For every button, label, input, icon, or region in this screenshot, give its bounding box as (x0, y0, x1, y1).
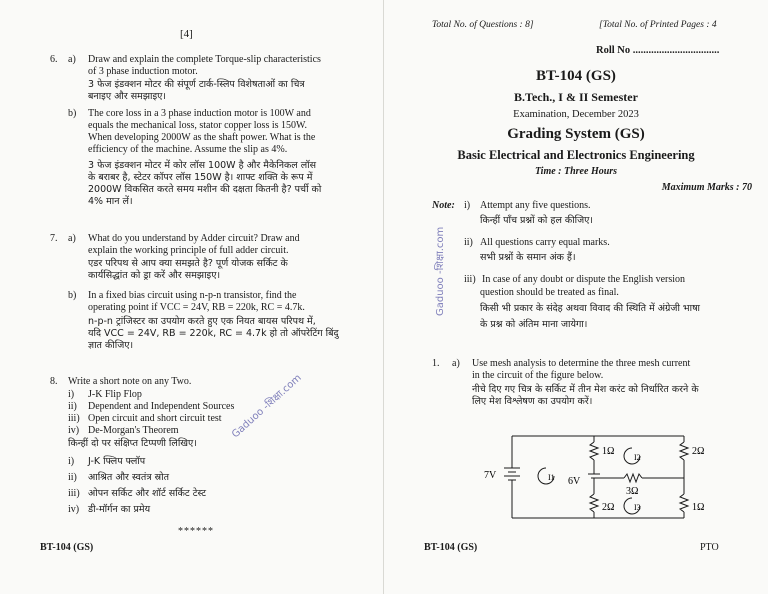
q8-item-num: iv) (68, 425, 80, 436)
q8-item-num: ii) (68, 401, 77, 412)
q6b-label: b) (68, 108, 77, 119)
footer-code: BT-104 (GS) (424, 542, 478, 553)
q7b-en (88, 290, 305, 314)
note-num: i) (464, 200, 471, 211)
q8-intro-hi: किन्हीं दो पर संक्षिप्त टिप्पणी लिखिए। (68, 438, 197, 449)
q1-number: 1. (432, 358, 440, 369)
label-r2: 2Ω (692, 446, 705, 457)
q8-item-num: i) (68, 389, 75, 400)
max-marks: Maximum Marks : 70 (661, 182, 752, 193)
q8-item-text: Open circuit and short circuit test (88, 413, 222, 424)
grading-system: Grading System (GS) (507, 126, 645, 142)
note-num: iii) (464, 274, 476, 285)
q8-item-num: ii) (68, 472, 77, 483)
q1-hi-line: लिए मेश विश्लेषण का उपयोग करें। (472, 396, 593, 407)
q8-item-num: iv) (68, 504, 80, 515)
q7b-en-line: In a fixed bias circuit using n-p-n transistor, find the (88, 290, 297, 301)
q7b-label: b) (68, 290, 77, 301)
q8-item-text: Dependent and Independent Sources (88, 401, 235, 412)
mesh-circuit-diagram (464, 428, 724, 526)
note-en-2: question should be treated as final. (480, 287, 619, 298)
right-page (384, 0, 768, 594)
q6b-en (88, 108, 315, 156)
q1-en (472, 358, 690, 382)
q6b-hi-line: 3 फेज इंडक्शन मोटर में कोर लॉस 100W है और मैकेनिकल लॉस (88, 160, 317, 171)
q8-item-text-hi: आश्रित और स्वतंत्र स्रोत (88, 472, 170, 483)
note-en: All questions carry equal marks. (480, 237, 610, 248)
q7-number: 7. (50, 233, 58, 244)
q7a-hi-line: एडर परिपथ से आप क्या समझते है? पूर्ण योजक सर्किट के (88, 258, 288, 269)
note-hi: किन्हीं पाँच प्रश्नों को हल कीजिए। (480, 215, 594, 226)
q8-item-num: iii) (68, 488, 80, 499)
resistor-2ohm-bottom (590, 494, 598, 512)
q7a-en-line: What do you understand by Adder circuit? Draw and (88, 233, 300, 244)
label-7v: 7V (484, 470, 497, 481)
q8-item-num: iii) (68, 413, 80, 424)
q8-item-text-hi: ओपन सर्किट और शॉर्ट सर्किट टेस्ट (88, 488, 207, 499)
q1a-label: a) (452, 358, 460, 369)
course: B.Tech., I & II Semester (514, 90, 638, 104)
resistor-3ohm (624, 474, 642, 482)
q8-intro-en: Write a short note on any Two. (68, 376, 192, 387)
q6a-hi (88, 79, 305, 103)
q7b-hi (88, 316, 339, 352)
end-stars: ****** (178, 526, 214, 537)
page-number: [4] (180, 28, 193, 40)
footer-pto: PTO (700, 542, 719, 553)
q8-item-text-hi: J-K फ्लिप फ्लॉप (88, 456, 146, 467)
q8-item-text: De-Morgan's Theorem (88, 425, 179, 436)
q6b-en-line: The core loss in a 3 phase induction motor is 100W and (88, 108, 311, 119)
resistor-2ohm-right (680, 442, 688, 460)
q6a-en-line: Draw and explain the complete Torque-slip characteristics (88, 54, 321, 65)
q1-en-line: in the circuit of the figure below. (472, 370, 604, 381)
q8-item-num: i) (68, 456, 75, 467)
label-i3: I3 (634, 503, 641, 512)
footer-code: BT-104 (GS) (40, 542, 94, 553)
note-label: Note: (432, 200, 455, 211)
q6b-hi-line: 2000W विकसित करते समय मशीन की दक्षता कितनी है? पर्ची को (88, 184, 322, 195)
q6a-hi-line: 3 फेज इंडक्शन मोटर की संपूर्ण टार्क-स्लिप विशेषताओं का चित्र (88, 79, 305, 90)
total-questions: Total No. of Questions : 8] (432, 20, 534, 30)
q6b-hi (88, 160, 321, 208)
label-6v: 6V (568, 476, 581, 487)
q1-hi-line: नीचे दिए गए चित्र के सर्किट में तीन मेश करंट को निर्धारित करने के (472, 384, 699, 395)
q6b-en-line: When developing 2000W as the shaft power. What is the (88, 132, 316, 143)
watermark: Gaduoo -शिक्षा.com (230, 372, 304, 441)
note-en: In case of any doubt or dispute the English version (482, 274, 686, 285)
q6a-en (88, 54, 321, 78)
q6a-en-line: of 3 phase induction motor. (88, 66, 198, 77)
q8-number: 8. (50, 376, 58, 387)
q7a-hi (88, 258, 288, 282)
note-num: ii) (464, 237, 473, 248)
q1-en-line: Use mesh analysis to determine the three mesh current (472, 358, 691, 369)
note-hi: सभी प्रश्नों के समान अंक हैं। (480, 252, 576, 263)
q6b-en-line: efficiency of the machine. Assume the slip as 4%. (88, 144, 288, 155)
note-en: Attempt any five questions. (480, 200, 591, 211)
roll-no: Roll No ................................. (596, 45, 720, 56)
label-r5: 1Ω (692, 502, 705, 513)
resistor-1ohm (590, 442, 598, 460)
q1-hi (472, 384, 699, 408)
q7a-label: a) (68, 233, 76, 244)
q6b-hi-line: के बराबर है, स्टेटर कॉपर लॉस 150W है। शाफ्ट शक्ति के रूप में (88, 172, 313, 183)
label-r4: 2Ω (602, 502, 615, 513)
time: Time : Three Hours (534, 166, 618, 177)
note-hi-2: के प्रश्न को अंतिम माना जायेगा। (480, 319, 588, 330)
q6a-label: a) (68, 54, 76, 65)
paper-code: BT-104 (GS) (536, 68, 616, 84)
label-r3: 3Ω (626, 486, 639, 497)
q6a-hi-line: बनाइए और समझाइए। (88, 91, 166, 102)
label-i1: I1 (548, 473, 555, 482)
q7b-hi-line: ज्ञात कीजिए। (88, 340, 134, 351)
q6b-en-line: equals the mechanical loss, stator copper loss is 150W. (88, 120, 308, 131)
q8-item-text: J-K Flip Flop (88, 389, 142, 400)
q7a-en (88, 233, 300, 257)
q7a-en-line: explain the working principle of full adder circuit. (88, 245, 289, 256)
q8-item-text-hi: डी-मॉर्गन का प्रमेय (88, 504, 151, 515)
total-pages: [Total No. of Printed Pages : 4 (599, 20, 717, 30)
q7b-hi-line: यदि VCC = 24V, RB = 220k, RC = 4.7k हो तो ऑपरेटिंग बिंदु (88, 328, 339, 339)
exam-session: Examination, December 2023 (513, 109, 639, 120)
subject: Basic Electrical and Electronics Engineering (457, 148, 695, 162)
label-i2: I2 (634, 453, 641, 462)
note-hi: किसी भी प्रकार के संदेह अथवा विवाद की स्थिति में अंग्रेजी भाषा (480, 303, 701, 314)
resistor-1ohm-right (680, 494, 688, 512)
q7b-hi-line: n-p-n ट्रांजिस्टर का उपयोग करते हुए एक नियत बायस परिपथ में, (88, 316, 316, 327)
q6b-hi-line: 4% मान लें। (88, 196, 133, 207)
label-r1: 1Ω (602, 446, 615, 457)
q6-number: 6. (50, 54, 58, 65)
watermark: Gaduoo -शिक्षा.com (435, 226, 446, 316)
q7b-en-line: operating point if VCC = 24V, RB = 220k, RC = 4.7k. (88, 302, 305, 313)
q7a-hi-line: कार्यसिद्धांत को ड्रा करें और समझाइए। (88, 270, 221, 281)
